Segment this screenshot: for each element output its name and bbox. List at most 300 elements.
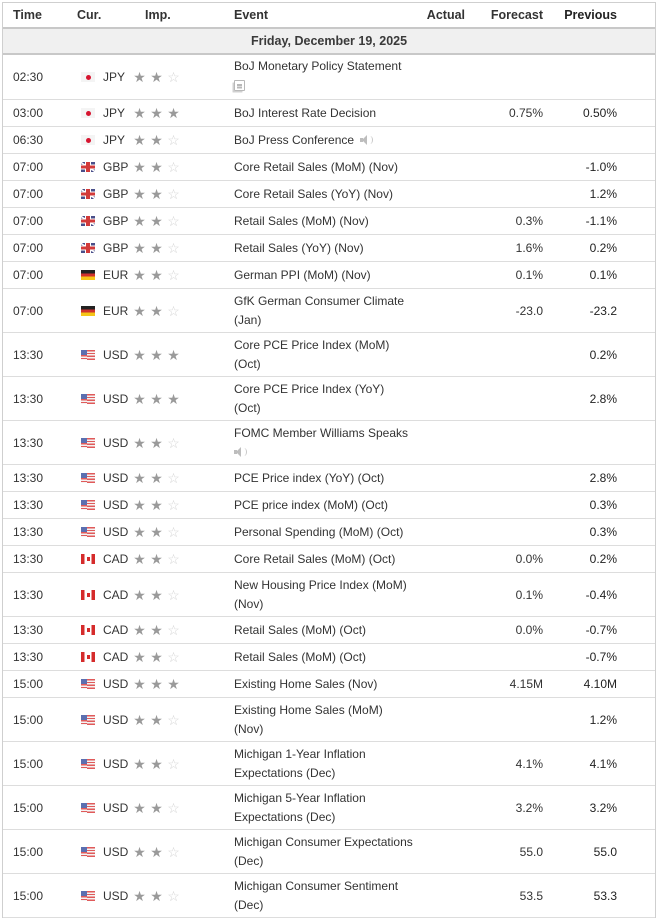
event-title[interactable]: Personal Spending (MoM) (Oct) <box>234 524 404 539</box>
event-time: 07:00 <box>13 268 44 282</box>
star-filled-icon: ★ <box>133 524 146 540</box>
importance-rating <box>131 268 221 282</box>
event-title[interactable]: Retail Sales (MoM) (Nov) <box>234 213 369 228</box>
event-currency <box>67 70 131 84</box>
importance-rating <box>131 713 221 727</box>
flag-gb-icon <box>81 162 95 172</box>
event-title[interactable]: BoJ Interest Rate Decision <box>234 105 377 120</box>
star-empty-icon: ☆ <box>167 524 180 540</box>
importance-rating <box>131 187 221 201</box>
star-empty-icon: ☆ <box>167 159 180 175</box>
star-filled-icon: ★ <box>150 267 163 283</box>
event-name[interactable] <box>221 380 413 418</box>
event-title[interactable]: Michigan Consumer Expectations (Dec) <box>234 834 413 868</box>
star-filled-icon: ★ <box>133 622 146 638</box>
currency-code: USD <box>103 498 129 512</box>
event-time: 02:30 <box>13 70 44 84</box>
event-forecast: -23.0 <box>515 303 543 318</box>
event-previous: -1.0% <box>585 160 617 174</box>
event-title[interactable]: Existing Home Sales (MoM) (Nov) <box>234 702 383 736</box>
event-name[interactable] <box>221 576 413 614</box>
event-time: 15:00 <box>13 844 44 859</box>
star-filled-icon: ★ <box>150 755 163 772</box>
flag-ca-icon <box>81 625 95 635</box>
star-filled-icon: ★ <box>150 887 163 904</box>
currency-code: USD <box>103 756 129 771</box>
event-previous: 0.3% <box>589 498 617 512</box>
event-previous: 0.2% <box>589 347 617 362</box>
star-filled-icon: ★ <box>133 470 146 486</box>
star-filled-icon: ★ <box>133 755 146 772</box>
event-currency <box>67 392 131 406</box>
currency-code: EUR <box>103 303 129 318</box>
currency-code: USD <box>103 677 129 691</box>
event-previous: 55.0 <box>593 844 617 859</box>
event-currency <box>67 757 131 771</box>
event-previous: 53.3 <box>593 888 617 903</box>
star-filled-icon: ★ <box>150 497 163 513</box>
flag-us-icon <box>81 500 95 510</box>
event-row[interactable] <box>3 421 655 465</box>
event-time: 06:30 <box>13 133 44 147</box>
event-title[interactable]: New Housing Price Index (MoM) (Nov) <box>234 577 407 611</box>
event-rows <box>3 55 655 918</box>
event-previous: 0.50% <box>582 106 617 120</box>
star-filled-icon: ★ <box>133 132 146 148</box>
importance-rating <box>131 757 221 771</box>
event-previous: 2.8% <box>589 391 617 406</box>
event-title[interactable]: Core PCE Price Index (YoY) (Oct) <box>234 381 385 415</box>
flag-us-icon <box>81 803 95 813</box>
event-currency <box>67 214 131 228</box>
event-previous: 0.3% <box>589 525 617 539</box>
event-currency <box>67 106 131 120</box>
event-previous: -0.7% <box>585 650 617 664</box>
currency-code: JPY <box>103 106 126 120</box>
star-filled-icon: ★ <box>133 267 146 283</box>
star-empty-icon: ☆ <box>167 302 180 319</box>
flag-gb-icon <box>81 216 95 226</box>
event-previous: 0.1% <box>589 268 617 282</box>
importance-rating <box>131 845 221 859</box>
importance-rating <box>131 588 221 602</box>
event-title[interactable]: FOMC Member Williams Speaks <box>234 425 409 440</box>
event-forecast: 0.1% <box>515 268 543 282</box>
speaker-icon[interactable] <box>234 447 246 457</box>
event-name[interactable] <box>221 789 413 827</box>
star-filled-icon: ★ <box>150 551 163 567</box>
star-empty-icon: ☆ <box>167 470 180 486</box>
importance-rating <box>131 498 221 512</box>
event-previous: -1.1% <box>585 214 617 228</box>
event-name[interactable] <box>221 648 413 667</box>
event-currency <box>67 588 131 602</box>
currency-code: USD <box>103 888 129 903</box>
flag-ca-icon <box>81 652 95 662</box>
currency-code: CAD <box>103 552 129 566</box>
star-filled-icon: ★ <box>150 240 163 256</box>
currency-code: USD <box>103 391 129 406</box>
event-row[interactable] <box>3 698 655 742</box>
event-name[interactable] <box>221 833 413 871</box>
event-time: 13:30 <box>13 435 44 450</box>
currency-code: GBP <box>103 187 129 201</box>
event-time: 15:00 <box>13 677 44 691</box>
header-previous: Previous <box>564 8 617 22</box>
event-name[interactable] <box>221 185 413 204</box>
event-row[interactable] <box>3 671 655 698</box>
star-empty-icon: ☆ <box>167 132 180 148</box>
event-time: 13:30 <box>13 498 44 512</box>
star-filled-icon: ★ <box>150 213 163 229</box>
speaker-icon[interactable] <box>360 135 372 145</box>
importance-rating <box>131 623 221 637</box>
event-row[interactable] <box>3 289 655 333</box>
event-previous: 4.10M <box>583 677 617 691</box>
star-filled-icon: ★ <box>133 676 146 692</box>
flag-ca-icon <box>81 554 95 564</box>
currency-code: USD <box>103 471 129 485</box>
event-previous: -23.2 <box>589 303 617 318</box>
event-previous: 1.2% <box>589 187 617 201</box>
event-currency <box>67 650 131 664</box>
event-currency <box>67 133 131 147</box>
event-title[interactable]: GfK German Consumer Climate (Jan) <box>234 293 405 327</box>
event-time: 13:30 <box>13 525 44 539</box>
currency-code: CAD <box>103 650 129 664</box>
event-name[interactable] <box>221 57 413 97</box>
star-filled-icon: ★ <box>150 69 163 85</box>
event-name[interactable] <box>221 550 413 569</box>
star-filled-icon: ★ <box>150 346 163 363</box>
event-row[interactable] <box>3 874 655 918</box>
event-row[interactable] <box>3 830 655 874</box>
importance-rating <box>131 677 221 691</box>
event-name[interactable] <box>221 523 413 542</box>
star-filled-icon: ★ <box>133 649 146 665</box>
importance-rating <box>131 471 221 485</box>
header-event: Event <box>234 7 269 22</box>
event-row[interactable] <box>3 154 655 181</box>
event-row[interactable] <box>3 519 655 546</box>
event-time: 15:00 <box>13 888 44 903</box>
document-icon[interactable] <box>234 80 245 91</box>
event-name[interactable] <box>221 292 413 330</box>
star-filled-icon: ★ <box>133 213 146 229</box>
star-filled-icon: ★ <box>133 69 146 85</box>
event-row[interactable] <box>3 333 655 377</box>
event-title[interactable]: BoJ Monetary Policy Statement <box>234 59 402 73</box>
header-importance: Imp. <box>145 8 171 22</box>
star-empty-icon: ☆ <box>167 497 180 513</box>
date-group-header: Friday, December 19, 2025 <box>3 29 655 55</box>
event-row[interactable] <box>3 208 655 235</box>
event-row[interactable] <box>3 127 655 154</box>
star-filled-icon: ★ <box>150 649 163 665</box>
header-currency: Cur. <box>77 8 102 22</box>
event-time: 03:00 <box>13 106 44 120</box>
star-filled-icon: ★ <box>150 470 163 486</box>
event-time: 13:30 <box>13 650 44 664</box>
event-row[interactable] <box>3 573 655 617</box>
importance-rating <box>131 70 221 84</box>
event-forecast: 4.1% <box>515 756 543 771</box>
event-title[interactable]: PCE Price index (YoY) (Oct) <box>234 470 385 485</box>
star-filled-icon: ★ <box>133 711 146 728</box>
star-empty-icon: ☆ <box>167 755 180 772</box>
star-filled-icon: ★ <box>150 799 163 816</box>
star-filled-icon: ★ <box>150 186 163 202</box>
event-row[interactable] <box>3 546 655 573</box>
star-filled-icon: ★ <box>133 302 146 319</box>
event-currency <box>67 268 131 282</box>
currency-code: GBP <box>103 241 129 255</box>
importance-rating <box>131 160 221 174</box>
event-currency <box>67 187 131 201</box>
star-filled-icon: ★ <box>150 676 163 692</box>
star-empty-icon: ☆ <box>167 240 180 256</box>
event-row[interactable] <box>3 617 655 644</box>
event-title[interactable]: Retail Sales (MoM) (Oct) <box>234 622 367 637</box>
event-name[interactable] <box>221 621 413 640</box>
star-empty-icon: ☆ <box>167 69 180 85</box>
importance-rating <box>131 650 221 664</box>
star-filled-icon: ★ <box>167 346 180 363</box>
currency-code: CAD <box>103 587 129 602</box>
currency-code: USD <box>103 712 129 727</box>
star-empty-icon: ☆ <box>167 586 180 603</box>
event-row[interactable] <box>3 100 655 127</box>
importance-rating <box>131 525 221 539</box>
event-name[interactable] <box>221 877 413 915</box>
event-forecast: 55.0 <box>519 844 543 859</box>
event-currency <box>67 160 131 174</box>
header-forecast: Forecast <box>490 8 543 22</box>
event-name[interactable] <box>221 131 413 150</box>
event-name[interactable] <box>221 266 413 285</box>
event-title[interactable]: Core Retail Sales (YoY) (Nov) <box>234 186 393 201</box>
currency-code: USD <box>103 435 129 450</box>
flag-us-icon <box>81 394 95 404</box>
header-time: Time <box>13 8 42 22</box>
currency-code: JPY <box>103 133 126 147</box>
currency-code: GBP <box>103 214 129 228</box>
event-row[interactable] <box>3 235 655 262</box>
star-filled-icon: ★ <box>133 551 146 567</box>
event-title[interactable]: Core Retail Sales (MoM) (Nov) <box>234 159 399 174</box>
event-forecast: 0.3% <box>515 214 543 228</box>
flag-us-icon <box>81 473 95 483</box>
event-time: 07:00 <box>13 160 44 174</box>
flag-de-icon <box>81 270 95 280</box>
star-filled-icon: ★ <box>150 302 163 319</box>
flag-jp-icon <box>81 135 95 145</box>
event-row[interactable] <box>3 465 655 492</box>
event-previous: 3.2% <box>589 800 617 815</box>
event-name[interactable] <box>221 701 413 739</box>
event-time: 13:30 <box>13 471 44 485</box>
event-title[interactable]: PCE price index (MoM) (Oct) <box>234 497 389 512</box>
star-empty-icon: ☆ <box>167 887 180 904</box>
event-name[interactable] <box>221 469 413 488</box>
event-currency <box>67 845 131 859</box>
star-filled-icon: ★ <box>133 497 146 513</box>
star-filled-icon: ★ <box>133 390 146 407</box>
economic-calendar-table <box>2 2 656 918</box>
star-empty-icon: ☆ <box>167 622 180 638</box>
flag-us-icon <box>81 847 95 857</box>
event-forecast: 1.6% <box>515 241 543 255</box>
importance-rating <box>131 106 221 120</box>
importance-rating <box>131 801 221 815</box>
event-previous: 0.2% <box>589 241 617 255</box>
star-empty-icon: ☆ <box>167 434 180 451</box>
flag-us-icon <box>81 350 95 360</box>
event-currency <box>67 552 131 566</box>
event-row[interactable] <box>3 742 655 786</box>
event-currency <box>67 677 131 691</box>
currency-code: USD <box>103 844 129 859</box>
event-forecast: 0.1% <box>515 587 543 602</box>
event-name[interactable] <box>221 496 413 515</box>
star-filled-icon: ★ <box>150 622 163 638</box>
currency-code: EUR <box>103 268 129 282</box>
star-filled-icon: ★ <box>133 240 146 256</box>
star-empty-icon: ☆ <box>167 799 180 816</box>
star-filled-icon: ★ <box>133 105 146 121</box>
event-title[interactable]: Michigan 1-Year Inflation Expectations (Dec) <box>234 746 366 780</box>
event-forecast: 4.15M <box>509 677 543 691</box>
star-filled-icon: ★ <box>133 586 146 603</box>
currency-code: JPY <box>103 70 126 84</box>
event-time: 13:30 <box>13 347 44 362</box>
event-row[interactable] <box>3 181 655 208</box>
importance-rating <box>131 304 221 318</box>
star-filled-icon: ★ <box>167 105 180 121</box>
event-previous: -0.7% <box>585 623 617 637</box>
star-filled-icon: ★ <box>167 390 180 407</box>
event-name[interactable] <box>221 239 413 258</box>
header-actual: Actual <box>426 8 465 22</box>
event-title[interactable]: Michigan 5-Year Inflation Expectations (Dec) <box>234 790 366 824</box>
flag-us-icon <box>81 527 95 537</box>
star-filled-icon: ★ <box>133 434 146 451</box>
event-previous: 0.2% <box>589 552 617 566</box>
event-name[interactable] <box>221 104 413 123</box>
importance-rating <box>131 214 221 228</box>
star-filled-icon: ★ <box>150 524 163 540</box>
flag-us-icon <box>81 438 95 448</box>
event-title[interactable]: Core PCE Price Index (MoM) (Oct) <box>234 337 390 371</box>
event-name[interactable] <box>221 675 413 694</box>
event-row[interactable] <box>3 786 655 830</box>
flag-us-icon <box>81 679 95 689</box>
star-filled-icon: ★ <box>133 843 146 860</box>
currency-code: USD <box>103 525 129 539</box>
flag-us-icon <box>81 715 95 725</box>
event-forecast: 0.75% <box>508 106 543 120</box>
event-time: 07:00 <box>13 241 44 255</box>
star-empty-icon: ☆ <box>167 267 180 283</box>
event-forecast: 0.0% <box>515 623 543 637</box>
event-time: 13:30 <box>13 552 44 566</box>
star-filled-icon: ★ <box>150 132 163 148</box>
event-time: 13:30 <box>13 587 44 602</box>
star-filled-icon: ★ <box>133 186 146 202</box>
event-title[interactable]: Existing Home Sales (Nov) <box>234 676 378 691</box>
table-header <box>3 3 655 29</box>
event-row[interactable] <box>3 644 655 671</box>
star-filled-icon: ★ <box>150 105 163 121</box>
star-filled-icon: ★ <box>133 346 146 363</box>
event-time: 07:00 <box>13 214 44 228</box>
event-title[interactable]: Michigan Consumer Sentiment (Dec) <box>234 878 399 912</box>
event-row[interactable] <box>3 492 655 519</box>
star-empty-icon: ☆ <box>167 551 180 567</box>
star-filled-icon: ★ <box>150 390 163 407</box>
event-currency <box>67 241 131 255</box>
event-title[interactable]: BoJ Press Conference <box>234 132 355 147</box>
event-name[interactable] <box>221 212 413 231</box>
event-title[interactable]: German PPI (MoM) (Nov) <box>234 267 371 282</box>
event-title[interactable]: Retail Sales (MoM) (Oct) <box>234 649 367 664</box>
event-name[interactable] <box>221 158 413 177</box>
currency-code: USD <box>103 347 129 362</box>
event-row[interactable] <box>3 55 655 100</box>
flag-ca-icon <box>81 590 95 600</box>
event-title[interactable]: Core Retail Sales (MoM) (Oct) <box>234 551 396 566</box>
importance-rating <box>131 133 221 147</box>
event-currency <box>67 471 131 485</box>
event-time: 07:00 <box>13 303 44 318</box>
event-name[interactable] <box>221 745 413 783</box>
flag-us-icon <box>81 759 95 769</box>
flag-gb-icon <box>81 189 95 199</box>
star-filled-icon: ★ <box>133 887 146 904</box>
event-time: 13:30 <box>13 623 44 637</box>
event-time: 13:30 <box>13 391 44 406</box>
flag-us-icon <box>81 891 95 901</box>
event-title[interactable]: Retail Sales (YoY) (Nov) <box>234 240 364 255</box>
event-previous: -0.4% <box>585 587 617 602</box>
event-row[interactable] <box>3 262 655 289</box>
event-row[interactable] <box>3 377 655 421</box>
importance-rating <box>131 348 221 362</box>
star-empty-icon: ☆ <box>167 213 180 229</box>
star-empty-icon: ☆ <box>167 649 180 665</box>
event-time: 07:00 <box>13 187 44 201</box>
star-filled-icon: ★ <box>150 159 163 175</box>
star-filled-icon: ★ <box>150 711 163 728</box>
star-filled-icon: ★ <box>150 434 163 451</box>
event-currency <box>67 348 131 362</box>
star-filled-icon: ★ <box>150 843 163 860</box>
star-empty-icon: ☆ <box>167 711 180 728</box>
event-previous: 2.8% <box>589 471 617 485</box>
importance-rating <box>131 241 221 255</box>
event-name[interactable] <box>221 336 413 374</box>
event-name[interactable] <box>221 424 413 462</box>
event-currency <box>67 304 131 318</box>
flag-gb-icon <box>81 243 95 253</box>
event-currency <box>67 889 131 903</box>
star-filled-icon: ★ <box>133 159 146 175</box>
event-previous: 1.2% <box>589 712 617 727</box>
event-currency <box>67 436 131 450</box>
event-forecast: 3.2% <box>515 800 543 815</box>
currency-code: USD <box>103 800 129 815</box>
flag-jp-icon <box>81 108 95 118</box>
